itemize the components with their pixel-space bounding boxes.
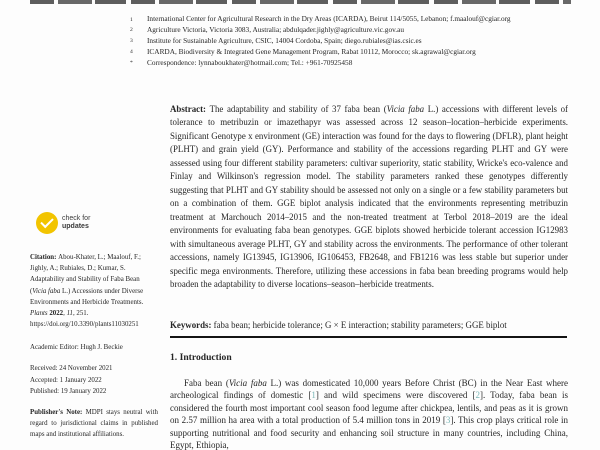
- affiliation-marker: 4: [130, 49, 133, 56]
- affiliation-item: [130, 47, 572, 58]
- accepted-date: Accepted: 1 January 2022: [30, 376, 102, 384]
- introduction-heading: 1. Introduction: [170, 352, 232, 363]
- correspondence-marker: *: [130, 60, 133, 67]
- abstract-paragraph: Abstract: The adaptability and stability of 37 faba bean (Vicia faba L.) accessions with different levels of tolerance to metribuzin or imazethapyr was assessed across 12 season–location–herbicide experiments. Significant Genotype x environment (GE) interaction was found for the days to flowering (DFLR), plant height (PLHT) and grain yield (GY). Performance and stability of the accessions regarding PLHT and GY were assessed using four different stability parameters: cultivar superiority, static stability, Wricke's eco-valence and Finlay and Wilkinson's regression model. The stability parameters ranked these genotypes differently suggesting that PLHT and GY stability should be assessed not only on a single or a few stability parameters but on a combination of them. GGE biplot analysis indicated that the environments representing metribuzin treatment at Marchouch 2014–2015 and the non-treated treatment at Terbol 2018–2019 are the ideal environments for evaluating faba bean genotypes. GGE biplots showed herbicide tolerant accession IG12983 with simultaneous average PLHT, GY and stability across the environments. The performance of other tolerant accessions, namely IG13945, IG13906, IG106453, FB2648, and FB1216 was less stable but superior under specific mega environments. Therefore, utilizing these accessions in faba bean breeding programs would help broaden the adaptability to diverse locations–season–herbicide treatments.: [170, 103, 568, 290]
- check-for-updates-label: check for updates: [62, 215, 91, 230]
- affiliation-item: [130, 36, 572, 47]
- correspondence-line: [130, 58, 572, 69]
- citation-block[interactable]: Citation: Abou-Khater, L.; Maalouf, F.; Jighly, A.; Rubiales, D.; Kumar, S. Adaptability and Stability of Faba Bean (Vicia faba L.) Accessions under Diverse Environments and Herbicide Treatments. Plants 2022, 11, 251. https://doi.org/10.3390/plants11030251: [30, 253, 144, 329]
- affiliation-list: [130, 14, 572, 69]
- academic-editor-line: Academic Editor: Hugh J. Beckie: [30, 344, 123, 351]
- published-date: Published: 19 January 2022: [30, 388, 107, 396]
- affiliation-text: International Center for Agricultural Research in the Dry Areas (ICARDA), Beirut 114/5055, Lebanon; f.maalouf@cgiar.org: [147, 14, 511, 23]
- correspondence-text: Correspondence: lynnaboukhater@hotmail.com; Tel.: +961-70925458: [147, 57, 353, 67]
- affiliation-marker: 1: [130, 16, 133, 23]
- keywords-line: Keywords: faba bean; herbicide tolerance; G × E interaction; stability parameters; GGE biplot: [170, 319, 507, 330]
- introduction-paragraph: Faba bean (Vicia faba L.) was domesticated 10,000 years Before Christ (BC) in the Near East where archeological findings of domestic [1] and wild specimens were discovered [2]. Today, faba bean is considered the fourth most important cool season food legume after chickpea, lentils, and peas as it is grown on 2.57 million ha area with a total production of 5.4 million tons in 2019 [3]. This crop plays critical role in supporting nutritional and food security and enhancing soil structure in many countries, including China, Egypt, Ethiopia,: [170, 378, 569, 450]
- checkmark-icon: [36, 212, 58, 234]
- check-for-updates-badge[interactable]: [36, 212, 90, 234]
- publishers-note: Publisher's Note: MDPI stays neutral with regard to jurisdictional claims in published maps and institutional affiliations.: [30, 408, 158, 439]
- received-date: Received: 24 November 2021: [30, 365, 113, 372]
- affiliation-text: ICARDA, Biodiversity & Integrated Gene Management Program, Rabat 10112, Morocco; sk.agrawal@cgiar.org: [147, 46, 476, 56]
- affiliation-text: Institute for Sustainable Agriculture, CSIC, 14004 Cordoba, Spain; diego.rubiales@ias.csic.es: [147, 35, 422, 45]
- affiliation-marker: 2: [130, 27, 133, 34]
- cropped-title-text-remnant: [30, 0, 571, 4]
- affiliation-item: [130, 14, 572, 25]
- affiliation-marker: 3: [130, 38, 133, 45]
- affiliation-item: [130, 25, 572, 36]
- section-divider: [170, 336, 567, 338]
- affiliation-text: Agriculture Victoria, Victoria 3083, Australia; abdulqader.jighly@agriculture.vic.gov.au: [147, 24, 404, 34]
- article-dates: [30, 363, 162, 398]
